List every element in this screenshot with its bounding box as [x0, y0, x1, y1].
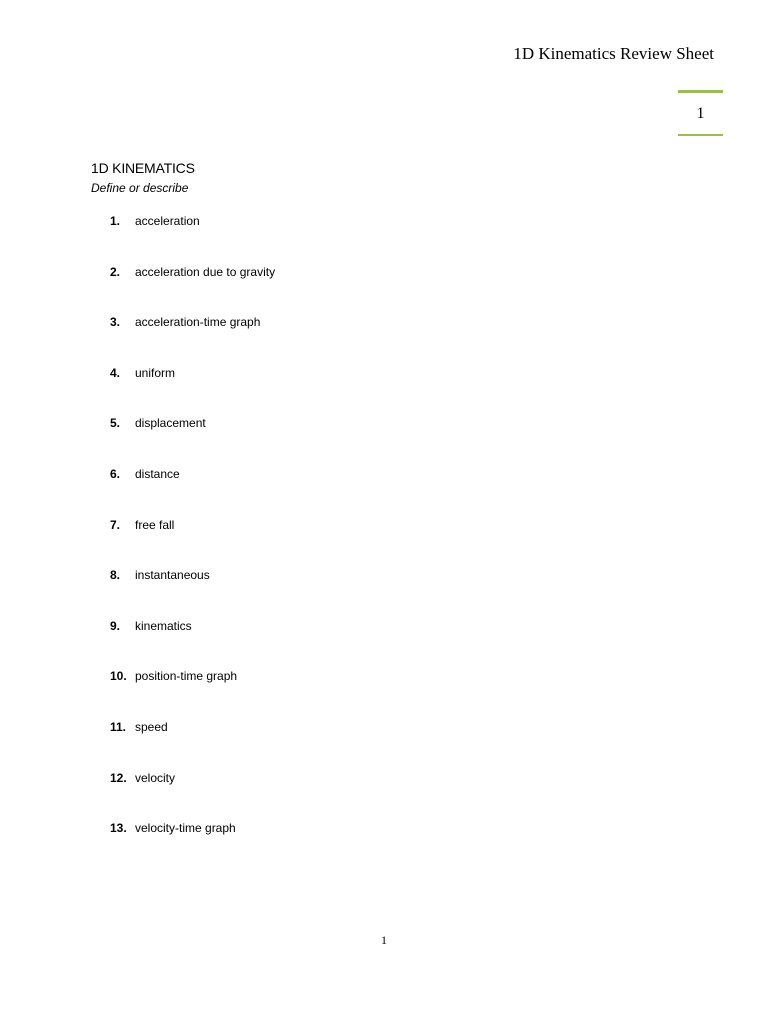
term-number: 1. — [110, 214, 121, 228]
section-heading: 1D KINEMATICS — [91, 160, 195, 176]
term-number: 10. — [110, 669, 127, 684]
term-label: kinematics — [135, 618, 192, 633]
term-item — [110, 568, 275, 619]
term-item — [110, 214, 275, 265]
term-number: 4. — [110, 365, 121, 380]
term-label: displacement — [135, 416, 206, 431]
term-label: acceleration due to gravity — [135, 264, 276, 279]
term-item — [110, 416, 275, 467]
term-number: 7. — [110, 517, 121, 532]
term-item — [110, 669, 275, 720]
term-label: distance — [135, 466, 180, 481]
section-subtitle: Define or describe — [91, 181, 189, 195]
term-number: 12. — [110, 770, 127, 785]
term-number: 13. — [110, 821, 127, 836]
footer-page-number: 1 — [381, 933, 387, 947]
term-label: free fall — [135, 517, 175, 532]
term-item — [110, 518, 275, 569]
term-number: 3. — [110, 315, 121, 330]
document-header-title: 1D Kinematics Review Sheet — [513, 44, 714, 63]
term-item — [110, 315, 275, 366]
term-item — [110, 720, 275, 771]
term-item — [110, 265, 275, 316]
term-item — [110, 821, 275, 872]
term-label: acceleration-time graph — [135, 315, 261, 330]
term-item — [110, 619, 275, 670]
term-label: uniform — [135, 365, 176, 380]
term-label: velocity — [135, 770, 176, 785]
term-label: velocity-time graph — [135, 821, 236, 836]
term-number: 9. — [110, 618, 121, 633]
term-list — [110, 214, 275, 872]
term-number: 2. — [110, 264, 121, 279]
term-item — [110, 467, 275, 518]
term-label: speed — [135, 719, 168, 734]
header-page-number: 1 — [696, 104, 705, 122]
header-page-number-box — [678, 90, 723, 136]
term-number: 11. — [110, 719, 127, 734]
term-label: acceleration — [135, 214, 200, 228]
term-item — [110, 771, 275, 822]
term-label: instantaneous — [135, 568, 210, 583]
term-number: 8. — [110, 568, 121, 583]
term-number: 5. — [110, 416, 121, 431]
term-label: position-time graph — [135, 669, 238, 684]
term-number: 6. — [110, 466, 121, 481]
term-item — [110, 366, 275, 417]
